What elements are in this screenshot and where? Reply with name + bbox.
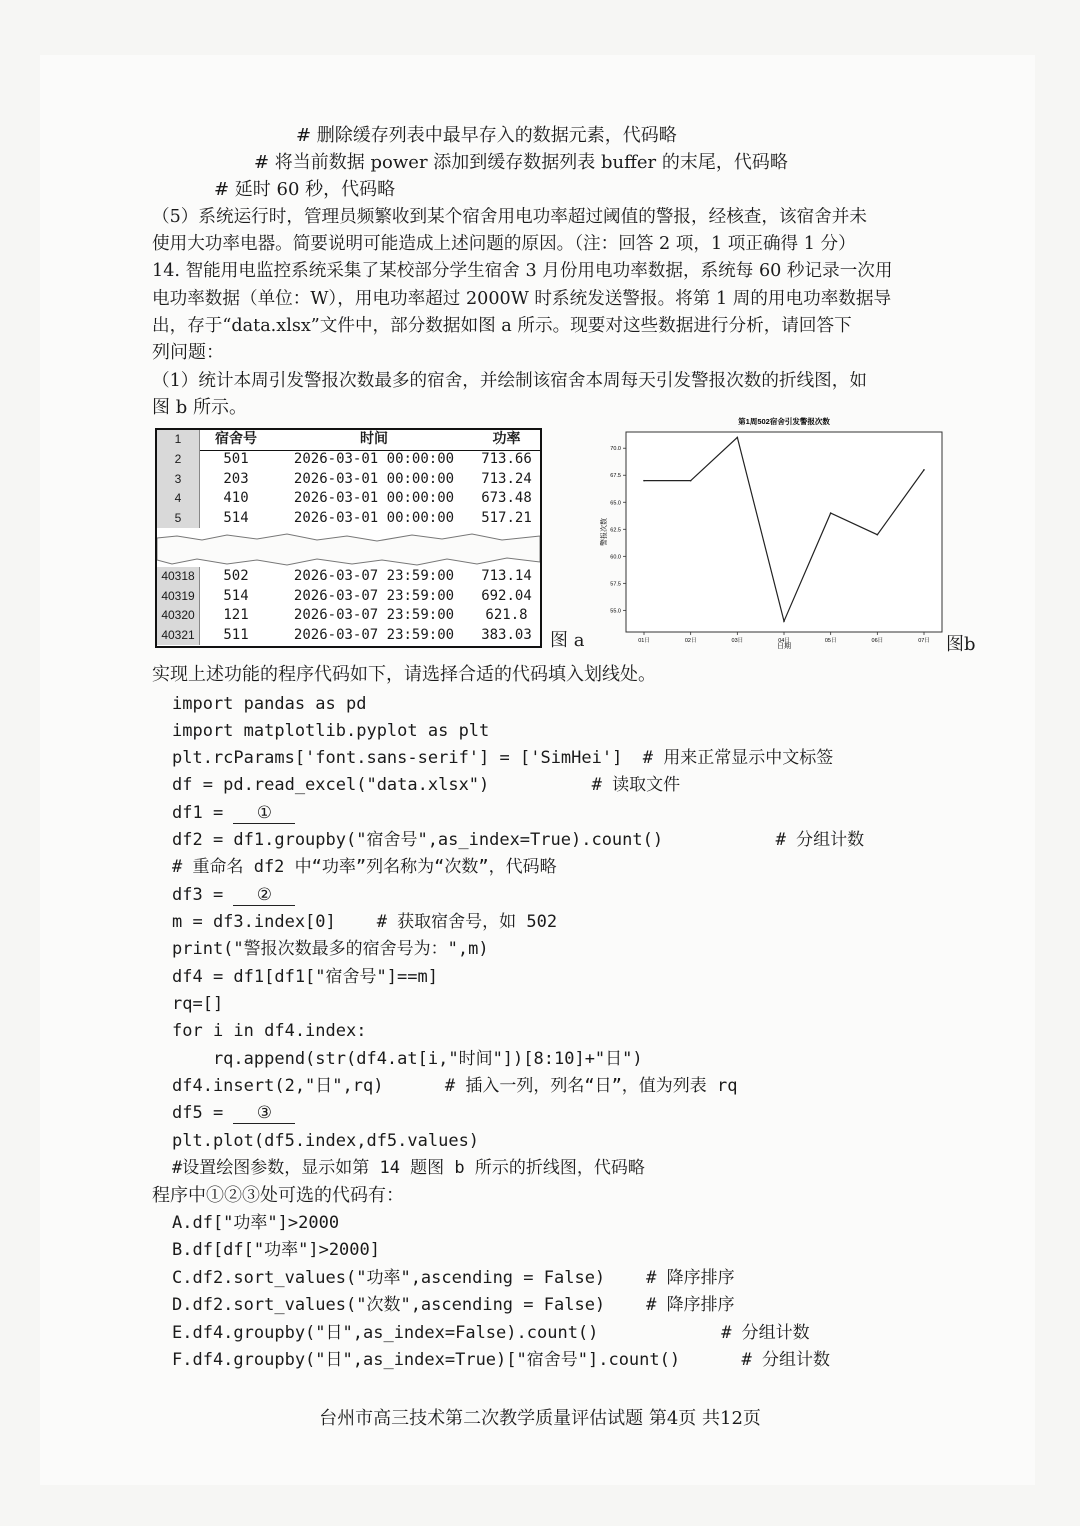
q14-sub1-line2: 图 b 所示。 [152, 397, 247, 418]
code-line-rq: rq=[] [172, 994, 224, 1014]
cell-dorm: 511 [223, 626, 249, 643]
row-number: 40319 [157, 587, 200, 607]
code-line-insert: df4.insert(2,"日",rq) # 插入一列，列名“日”，值为列表 rq [172, 1076, 738, 1096]
code-line-m: m = df3.index[0] # 获取宿舍号，如 502 [172, 912, 558, 932]
plot-area [626, 432, 942, 632]
code-line-append: rq.append(str(df4.at[i,"时间"])[8:10]+"日") [172, 1049, 643, 1069]
row-number: 2 [157, 450, 200, 470]
row-number: 40320 [157, 606, 200, 626]
cell-power: 692.04 [481, 587, 532, 604]
data-point [643, 480, 645, 482]
data-table-figure-a [155, 428, 542, 648]
cell-power: 713.66 [481, 451, 532, 467]
table-row [157, 587, 540, 607]
x-tick-label: 02日 [684, 638, 697, 644]
option-b: B.df[df["功率"]>2000] [172, 1240, 380, 1260]
code-line-df4: df4 = df1[df1["宿舍号"]==m] [172, 967, 438, 987]
y-tick-label: 65.0 [610, 500, 621, 507]
row-number: 5 [157, 509, 200, 529]
code-line-rename-comment: # 重命名 df2 中“功率”列名称为“次数”，代码略 [172, 857, 557, 877]
cell-time: 2026-03-01 00:00:00 [293, 470, 455, 487]
row-number: 40321 [157, 626, 200, 646]
row-number: 4 [157, 489, 200, 509]
table-row [157, 450, 540, 470]
code-intro: 实现上述功能的程序代码如下，请选择合适的代码填入划线处。 [152, 664, 656, 685]
table-row [157, 567, 540, 587]
q5-line2: 使用大功率电器。简要说明可能造成上述问题的原因。（注：回答 2 项，1 项正确得 1 分） [152, 234, 856, 254]
q14-sub1-line1: （1）统计本周引发警报次数最多的宿舍，并绘制该宿舍本周每天引发警报次数的折线图，如 [152, 371, 867, 391]
page-footer: 台州市高三技术第二次教学质量评估试题 第4页 共12页 [319, 1408, 761, 1429]
table-row [157, 606, 540, 626]
cell-time: 2026-03-07 23:59:00 [293, 587, 455, 604]
row-number: 1 [157, 430, 200, 450]
data-point [923, 469, 925, 471]
q14-line2: 电功率数据（单位：W），用电功率超过 2000W 时系统发送警报。将第 1 周的用电功率数据导 [152, 289, 892, 309]
y-tick-label: 57.5 [610, 581, 621, 588]
cell-power: 621.8 [485, 607, 528, 623]
code-line-import-pandas: import pandas as pd [172, 694, 367, 714]
y-axis-label: 警报次数 [601, 518, 608, 546]
cell-dorm: 410 [223, 490, 249, 506]
x-tick-label: 05日 [824, 638, 837, 644]
cell-time: 2026-03-01 00:00:00 [293, 490, 455, 506]
cell-time: 2026-03-07 23:59:00 [293, 607, 455, 623]
cell-power: 673.48 [481, 490, 532, 506]
data-point [830, 512, 832, 514]
code-line-plot: plt.plot(df5.index,df5.values) [172, 1131, 480, 1151]
y-tick-label: 62.5 [610, 527, 621, 534]
x-tick-label: 06日 [871, 638, 884, 644]
code-comment-delete: # 删除缓存列表中最早存入的数据元素，代码略 [296, 125, 677, 146]
code-line-df2: df2 = df1.groupby("宿舍号",as_index=True).count() # 分组计数 [172, 830, 865, 850]
cell-time: 2026-03-07 23:59:00 [293, 568, 455, 584]
figure-a-caption: 图 a [550, 630, 585, 651]
blank-1: ① [233, 803, 295, 824]
row-number: 40318 [157, 567, 200, 587]
figure-b-line-chart [584, 412, 944, 652]
torn-edge-graphic [157, 530, 540, 570]
cell-time: 2026-03-07 23:59:00 [293, 626, 455, 643]
cell-power: 517.21 [481, 509, 532, 526]
header-dorm: 宿舍号 [215, 431, 257, 447]
code-line-df5 [172, 1101, 295, 1125]
x-axis-label: 日期 [777, 643, 791, 650]
option-f: F.df4.groupby("日",as_index=True)["宿舍号"].count() # 分组计数 [172, 1350, 830, 1370]
y-tick-label: 70.0 [610, 446, 621, 453]
chart-title: 第1周502宿舍引发警报次数 [738, 417, 830, 426]
y-tick-label: 55.0 [610, 608, 621, 615]
table-row [157, 626, 540, 646]
code-line-plot-comment: #设置绘图参数，显示如第 14 题图 b 所示的折线图，代码略 [172, 1158, 645, 1178]
header-power: 功率 [492, 431, 521, 447]
q14-line3: 出，存于“data.xlsx”文件中，部分数据如图 a 所示。现要对这些数据进行分析，请回答下 [152, 316, 852, 336]
cell-time: 2026-03-01 00:00:00 [293, 509, 455, 526]
x-tick-label: 03日 [731, 638, 744, 644]
code-line-read-excel: df = pd.read_excel("data.xlsx") # 读取文件 [172, 775, 681, 795]
option-a: A.df["功率"]>2000 [172, 1213, 340, 1233]
cell-dorm: 502 [223, 568, 249, 584]
option-c: C.df2.sort_values("功率",ascending = False) # 降序排序 [172, 1268, 735, 1288]
table-header-row [157, 430, 540, 451]
table-row [157, 509, 540, 529]
blank-3: ③ [233, 1103, 295, 1124]
data-point [690, 480, 692, 482]
x-tick-label: 07日 [918, 638, 930, 644]
table-row [157, 470, 540, 490]
q14-line1: 14. 智能用电监控系统采集了某校部分学生宿舍 3 月份用电功率数据，系统每 60 秒记录一次用 [152, 261, 893, 281]
cell-time: 2026-03-01 00:00:00 [293, 451, 455, 467]
x-tick-label: 04日 [778, 638, 790, 644]
cell-power: 383.03 [481, 626, 532, 643]
code-df5-prefix: df5 = [172, 1103, 234, 1123]
cell-dorm: 121 [223, 607, 249, 623]
data-point [783, 620, 785, 622]
code-comment-append: # 将当前数据 power 添加到缓存数据列表 buffer 的末尾，代码略 [254, 152, 788, 173]
option-d: D.df2.sort_values("次数",ascending = False) # 降序排序 [172, 1295, 735, 1315]
blank-2: ② [233, 885, 295, 906]
cell-power: 713.24 [481, 470, 532, 487]
code-line-print: print("警报次数最多的宿舍号为：",m) [172, 939, 489, 959]
x-tick-label: 01日 [638, 638, 650, 644]
code-df3-prefix: df3 = [172, 885, 234, 905]
y-tick-label: 60.0 [610, 554, 621, 561]
cell-dorm: 501 [223, 451, 249, 467]
code-line-df1 [172, 801, 295, 825]
cell-power: 713.14 [481, 568, 532, 584]
y-tick-label: 67.5 [610, 473, 621, 480]
data-point [877, 534, 879, 536]
row-number: 3 [157, 470, 200, 490]
cell-dorm: 514 [223, 509, 249, 526]
cell-dorm: 514 [223, 587, 249, 604]
code-line-rcparams: plt.rcParams['font.sans-serif'] = ['SimHei'] # 用来正常显示中文标签 [172, 748, 834, 768]
code-line-df3 [172, 883, 295, 907]
figure-b-caption: 图b [946, 634, 976, 655]
code-line-import-plt: import matplotlib.pyplot as plt [172, 721, 490, 741]
table-row [157, 489, 540, 509]
options-intro: 程序中①②③处可选的代码有： [152, 1185, 404, 1206]
option-e: E.df4.groupby("日",as_index=False).count() # 分组计数 [172, 1323, 810, 1343]
code-df1-prefix: df1 = [172, 803, 234, 823]
code-line-for: for i in df4.index: [172, 1021, 367, 1041]
cell-dorm: 203 [223, 470, 249, 487]
q5-line1: （5）系统运行时，管理员频繁收到某个宿舍用电功率超过阈值的警报，经核查，该宿舍并未 [152, 207, 867, 227]
q14-line4: 列问题： [152, 342, 224, 363]
data-point [737, 437, 739, 439]
header-time: 时间 [360, 431, 388, 447]
code-comment-delay: # 延时 60 秒，代码略 [214, 179, 396, 200]
